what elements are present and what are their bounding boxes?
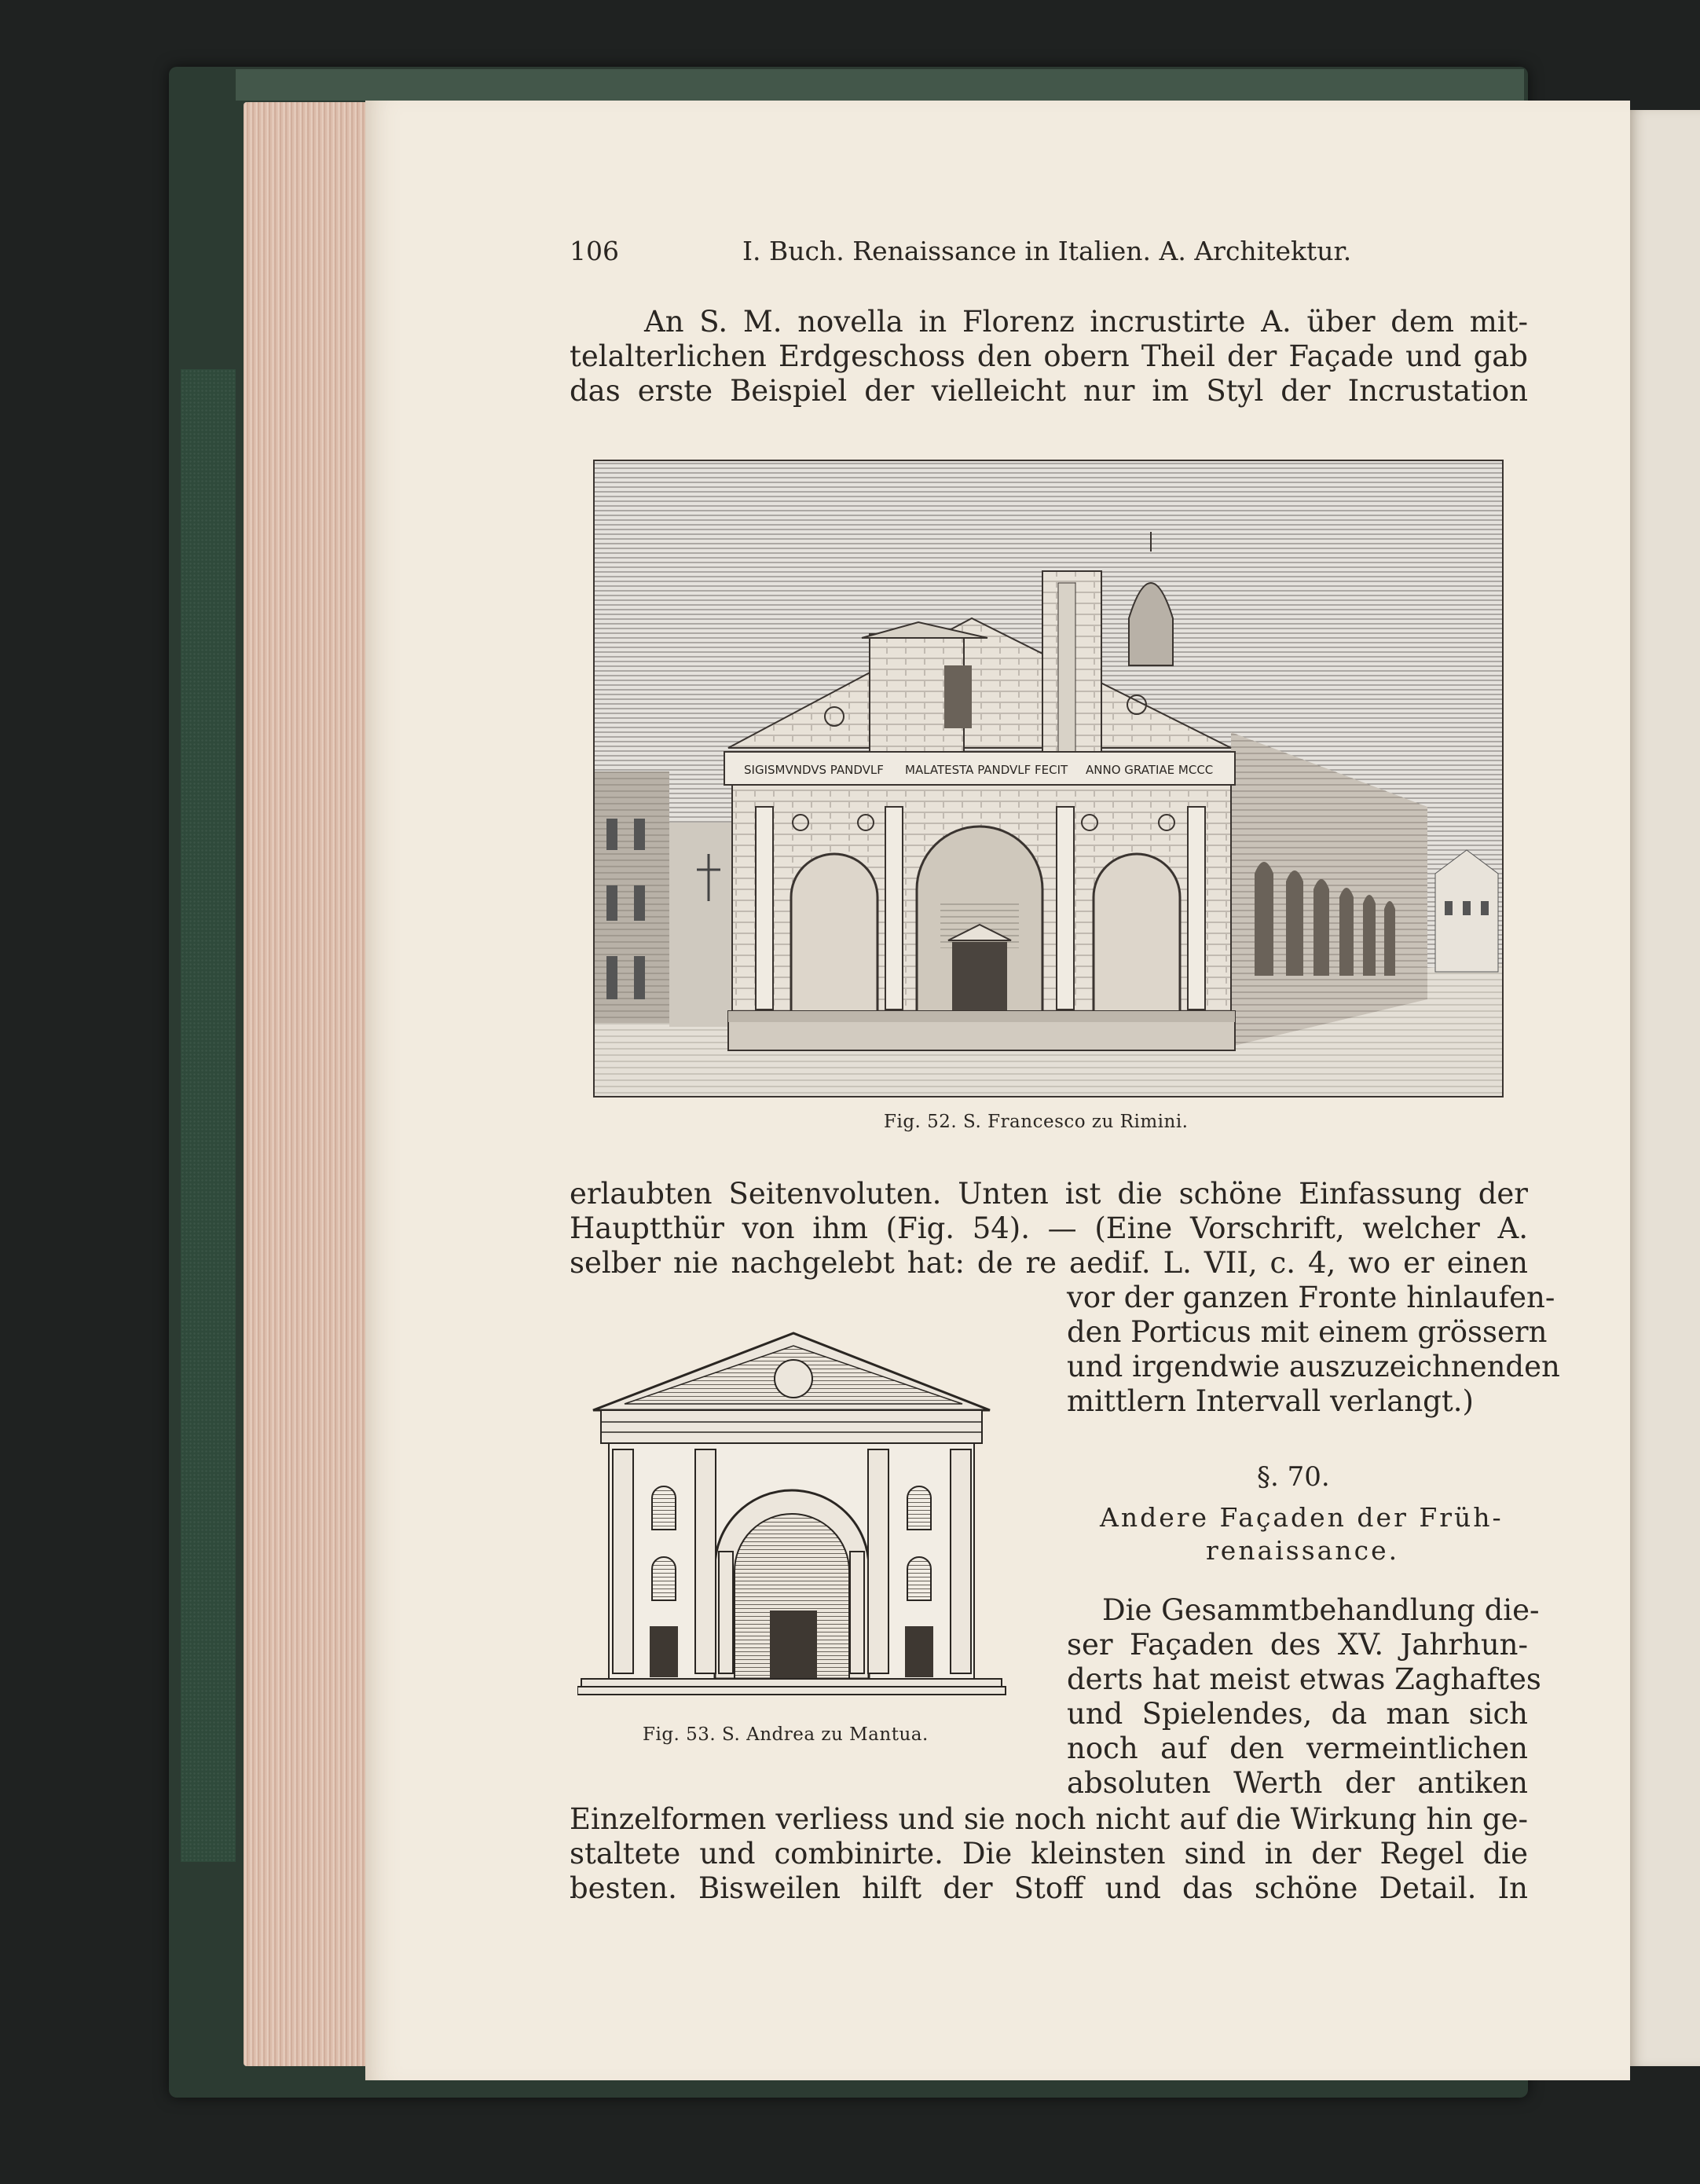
text-line: ser Façaden des XV. Jahrhun- xyxy=(1067,1628,1528,1662)
text-line: mittlern Intervall verlangt.) xyxy=(1067,1384,1474,1418)
page-number: 106 xyxy=(570,236,619,266)
figure-53-engraving xyxy=(577,1332,1013,1709)
rimini-church-illustration xyxy=(595,461,1502,1096)
text-line: Hauptthür von ihm (Fig. 54). — (Eine Vorschrift, welcher A. xyxy=(570,1211,1528,1245)
right-leaf xyxy=(1630,110,1700,2066)
running-header xyxy=(570,236,1363,272)
inscription-left: SIGISMVNDVS PANDVLF xyxy=(744,763,884,777)
text-line: Einzelformen verliess und sie noch nicht auf die Wirkung hin ge- xyxy=(570,1802,1528,1836)
text-line: besten. Bisweilen hilft der Stoff und das schöne Detail. In xyxy=(570,1871,1528,1905)
text-line: erlaubten Seitenvoluten. Unten ist die schöne Einfassung der xyxy=(570,1177,1528,1211)
text-line: absoluten Werth der antiken xyxy=(1067,1766,1528,1800)
running-head: I. Buch. Renaissance in Italien. A. Architektur. xyxy=(742,236,1352,266)
text-line: derts hat meist etwas Zaghaftes xyxy=(1067,1662,1541,1696)
text-line: den Porticus mit einem grössern xyxy=(1067,1315,1548,1349)
text-line: noch auf den vermeintlichen xyxy=(1067,1731,1528,1765)
figure-52-engraving xyxy=(593,460,1504,1097)
top-band xyxy=(236,69,1524,101)
text-line: das erste Beispiel der vielleicht nur im Styl der Incrustation xyxy=(570,374,1528,408)
section-number: §. 70. xyxy=(1257,1461,1330,1493)
section-title: renaissance. xyxy=(1206,1535,1400,1566)
text-line: selber nie nachgelebt hat: de re aedif. L. VII, c. 4, wo er einen xyxy=(570,1246,1528,1280)
page-edges xyxy=(244,102,369,2066)
figure-53-caption: Fig. 53. S. Andrea zu Mantua. xyxy=(643,1724,929,1745)
section-title: Andere Façaden der Früh- xyxy=(1100,1502,1504,1533)
text-line: Die Gesammtbehandlung die- xyxy=(1102,1593,1540,1627)
text-line: und Spielendes, da man sich xyxy=(1067,1697,1528,1731)
inscription-center: MALATESTA PANDVLF FECIT xyxy=(905,763,1068,777)
figure-52-caption: Fig. 52. S. Francesco zu Rimini. xyxy=(884,1112,1189,1132)
text-line: vor der ganzen Fronte hinlaufen- xyxy=(1067,1281,1555,1314)
text-line: staltete und combinirte. Die kleinsten sind in der Regel die xyxy=(570,1837,1528,1871)
text-line: An S. M. novella in Florenz incrustirte A. über dem mit- xyxy=(644,305,1528,339)
text-line: und irgendwie auszuzeichnenden xyxy=(1067,1350,1560,1383)
text-line: telalterlichen Erdgeschoss den obern Theil der Façade und gab xyxy=(570,339,1528,373)
cover-cloth xyxy=(181,369,236,1862)
inscription-right: ANNO GRATIAE MCCC xyxy=(1086,763,1214,777)
mantua-church-illustration xyxy=(577,1332,1013,1709)
